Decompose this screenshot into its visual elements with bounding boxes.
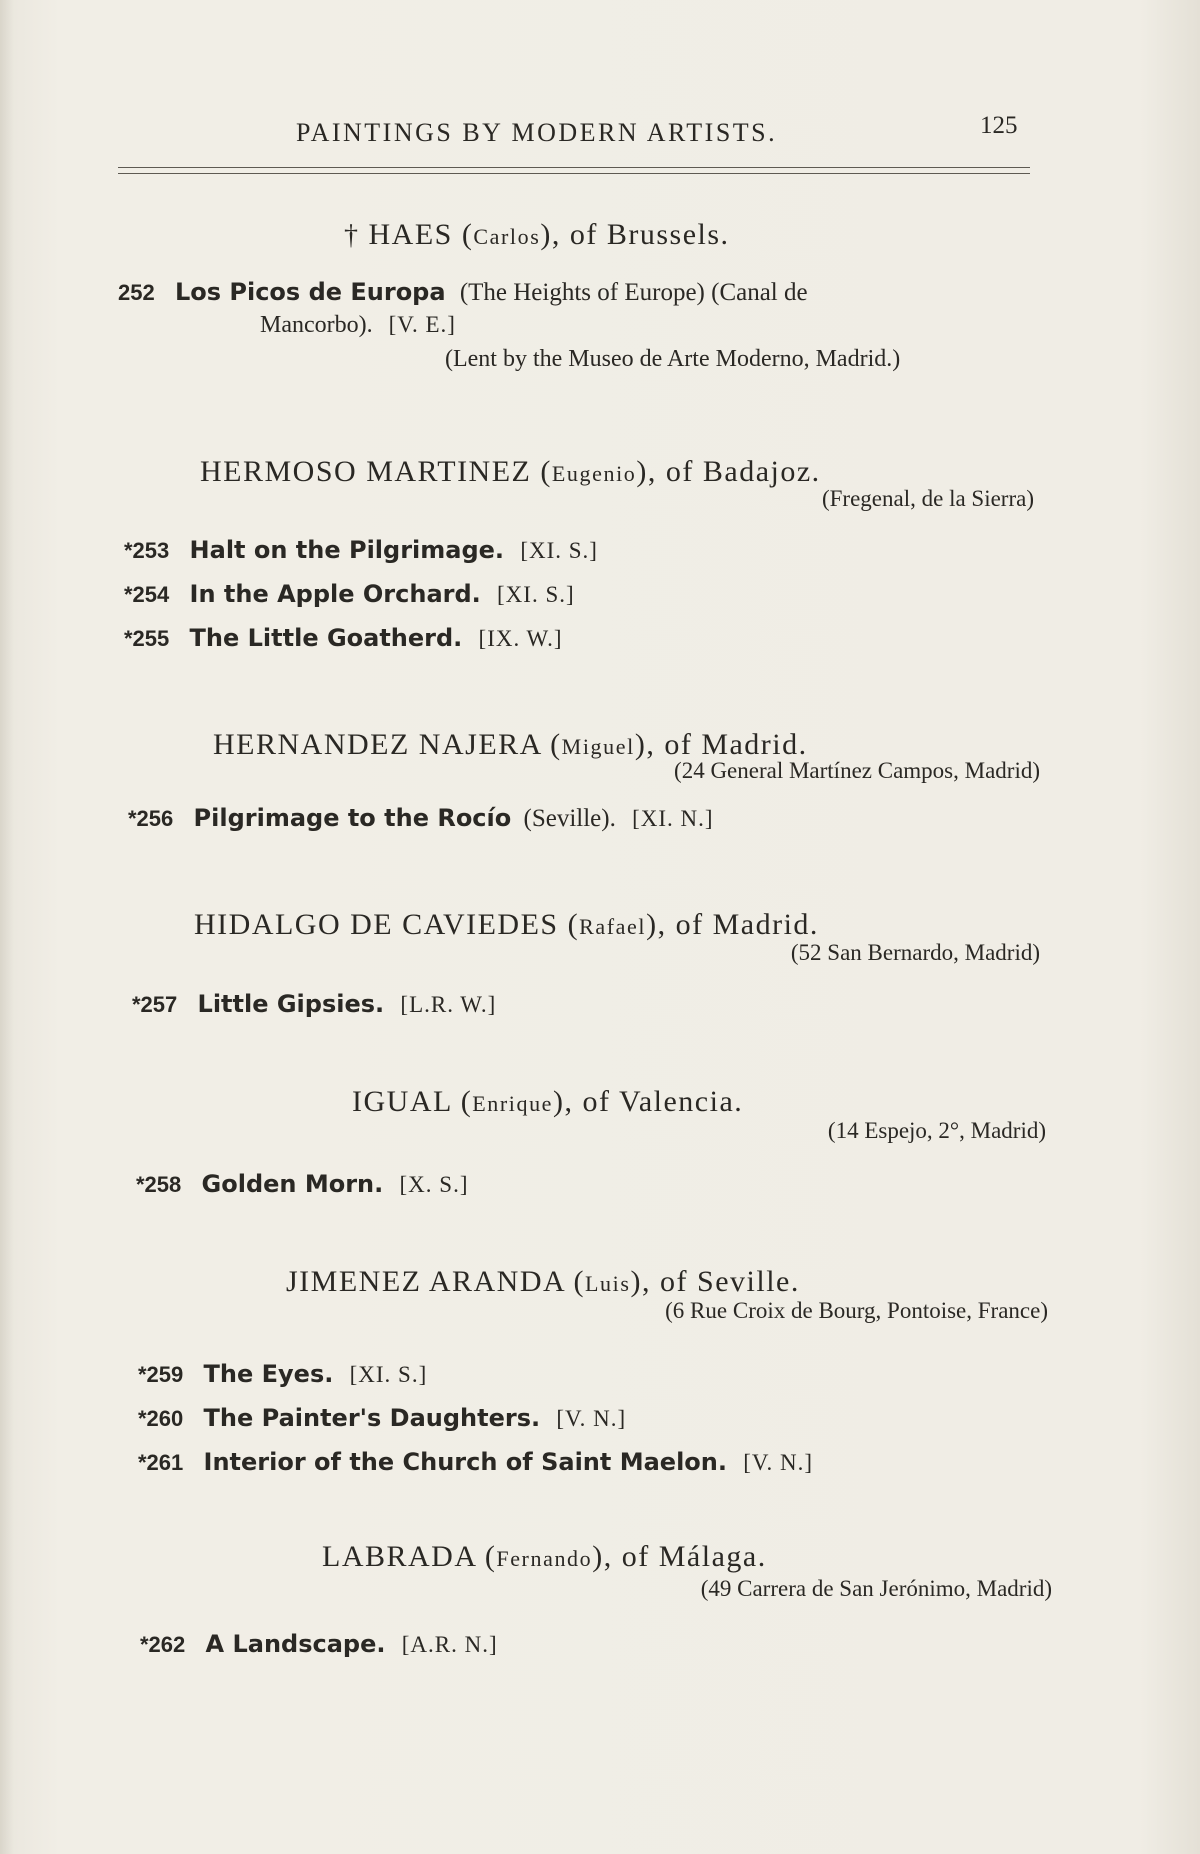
artist-heading-jimenez: JIMENEZ ARANDA (Luis), of Seville.	[286, 1265, 800, 1298]
artist-heading-hidalgo: HIDALGO DE CAVIEDES (Rafael), of Madrid.	[194, 908, 819, 941]
entry-title: In the Apple Orchard.	[189, 580, 481, 608]
artist-place: , of Valencia.	[564, 1085, 744, 1118]
artist-surname: IGUAL	[352, 1085, 452, 1118]
entry-catalogue-mark: [A.R. N.]	[401, 1632, 498, 1657]
entry-catalogue-mark: [V. N.]	[743, 1450, 814, 1475]
catalogue-entry	[136, 1170, 469, 1199]
entry-catalogue-mark: [IX. W.]	[478, 626, 563, 651]
entry-title: Pilgrimage to the Rocío	[193, 804, 512, 832]
running-header: PAINTINGS BY MODERN ARTISTS.	[296, 118, 778, 147]
artist-place: , of Madrid.	[657, 908, 819, 941]
artist-forename: Eugenio	[551, 461, 637, 486]
entry-catalogue-mark: [V. N.]	[556, 1406, 627, 1431]
entry-subtitle: (The Heights of Europe) (Canal de	[459, 279, 808, 306]
artist-address: (49 Carrera de San Jerónimo, Madrid)	[700, 1576, 1052, 1601]
artist-surname: HERNANDEZ NAJERA	[213, 728, 542, 761]
entry-catalogue-mark: [XI. N.]	[632, 806, 714, 831]
catalogue-entry	[124, 580, 575, 609]
entry-title: A Landscape.	[205, 1630, 386, 1658]
entry-title: Interior of the Church of Saint Maelon.	[203, 1448, 727, 1476]
artist-forename: Fernando	[496, 1546, 593, 1571]
artist-surname: LABRADA	[322, 1540, 476, 1573]
dagger-mark: †	[344, 220, 360, 251]
entry-catalogue-mark: [X. S.]	[399, 1172, 469, 1197]
artist-surname: HIDALGO DE CAVIEDES	[194, 908, 559, 941]
entry-number: *260	[138, 1406, 184, 1431]
entry-catalogue-mark: [L.R. W.]	[400, 992, 497, 1017]
entry-catalogue-mark: [V. E.]	[388, 312, 456, 337]
entry-catalogue-mark: [XI. S.]	[520, 538, 598, 563]
artist-address: (6 Rue Croix de Bourg, Pontoise, France)	[665, 1298, 1048, 1323]
entry-continuation: Mancorbo).	[260, 312, 373, 338]
entry-number: *262	[140, 1632, 186, 1657]
entry-number: *258	[136, 1172, 182, 1197]
entry-number: *254	[124, 582, 170, 607]
header-rule-secondary	[118, 173, 1030, 174]
entry-number: 252	[118, 280, 155, 305]
artist-address: (Fregenal, de la Sierra)	[821, 486, 1034, 511]
artist-address: (24 General Martínez Campos, Madrid)	[674, 758, 1040, 783]
artist-address: (14 Espejo, 2°, Madrid)	[827, 1118, 1046, 1143]
entry-number: *261	[138, 1450, 184, 1475]
artist-address: (52 San Bernardo, Madrid)	[790, 940, 1040, 965]
catalogue-entry	[124, 536, 598, 565]
entry-number: *259	[138, 1362, 184, 1387]
artist-forename: Carlos	[473, 224, 541, 249]
artist-forename: Miguel	[561, 734, 635, 759]
catalogue-entry	[128, 804, 714, 833]
artist-place: , of Brussels.	[551, 218, 730, 251]
page-number: 125	[980, 112, 1018, 139]
catalogue-entry	[124, 624, 563, 653]
artist-place: , of Badajoz.	[647, 455, 821, 488]
catalogue-entry	[138, 1404, 626, 1433]
catalogue-entry	[118, 278, 808, 307]
catalogue-entry	[138, 1360, 427, 1389]
artist-forename: Rafael	[579, 914, 647, 939]
artist-heading-haes: † HAES (Carlos), of Brussels.	[344, 218, 730, 251]
artist-forename: Enrique	[472, 1091, 554, 1116]
artist-surname: HAES	[368, 218, 453, 251]
catalogue-entry	[132, 990, 496, 1019]
header-rule	[118, 167, 1030, 168]
entry-continuation-line	[260, 312, 456, 339]
entry-catalogue-mark: [XI. S.]	[497, 582, 575, 607]
artist-heading-igual: IGUAL (Enrique), of Valencia.	[352, 1085, 744, 1118]
entry-title: Golden Morn.	[201, 1170, 384, 1198]
entry-title: Halt on the Pilgrimage.	[189, 536, 505, 564]
entry-title: The Eyes.	[203, 1360, 334, 1388]
entry-number: *253	[124, 538, 170, 563]
entry-title: The Little Goatherd.	[189, 624, 463, 652]
artist-surname: HERMOSO MARTINEZ	[200, 455, 532, 488]
artist-heading-hernandez: HERNANDEZ NAJERA (Miguel), of Madrid.	[213, 728, 808, 761]
artist-place: , of Málaga.	[603, 1540, 767, 1573]
entry-catalogue-mark: [XI. S.]	[349, 1362, 428, 1387]
entry-subtitle: (Seville).	[523, 805, 616, 832]
artist-heading-labrada: LABRADA (Fernando), of Málaga.	[322, 1540, 767, 1573]
artist-surname: JIMENEZ ARANDA	[286, 1265, 565, 1298]
artist-forename: Luis	[585, 1271, 631, 1296]
artist-place: , of Madrid.	[646, 728, 808, 761]
entry-number: *256	[128, 806, 174, 831]
entry-number: *257	[132, 992, 178, 1017]
entry-title: Los Picos de Europa	[174, 278, 446, 306]
entry-title: Little Gipsies.	[197, 990, 385, 1018]
entry-title: The Painter's Daughters.	[203, 1404, 541, 1432]
entry-lender: (Lent by the Museo de Arte Moderno, Madrid.)	[445, 346, 901, 372]
artist-place: , of Seville.	[642, 1265, 800, 1298]
artist-heading-hermoso: HERMOSO MARTINEZ (Eugenio), of Badajoz.	[200, 455, 821, 488]
catalogue-entry	[138, 1448, 813, 1477]
catalogue-entry	[140, 1630, 498, 1659]
entry-number: *255	[124, 626, 170, 651]
